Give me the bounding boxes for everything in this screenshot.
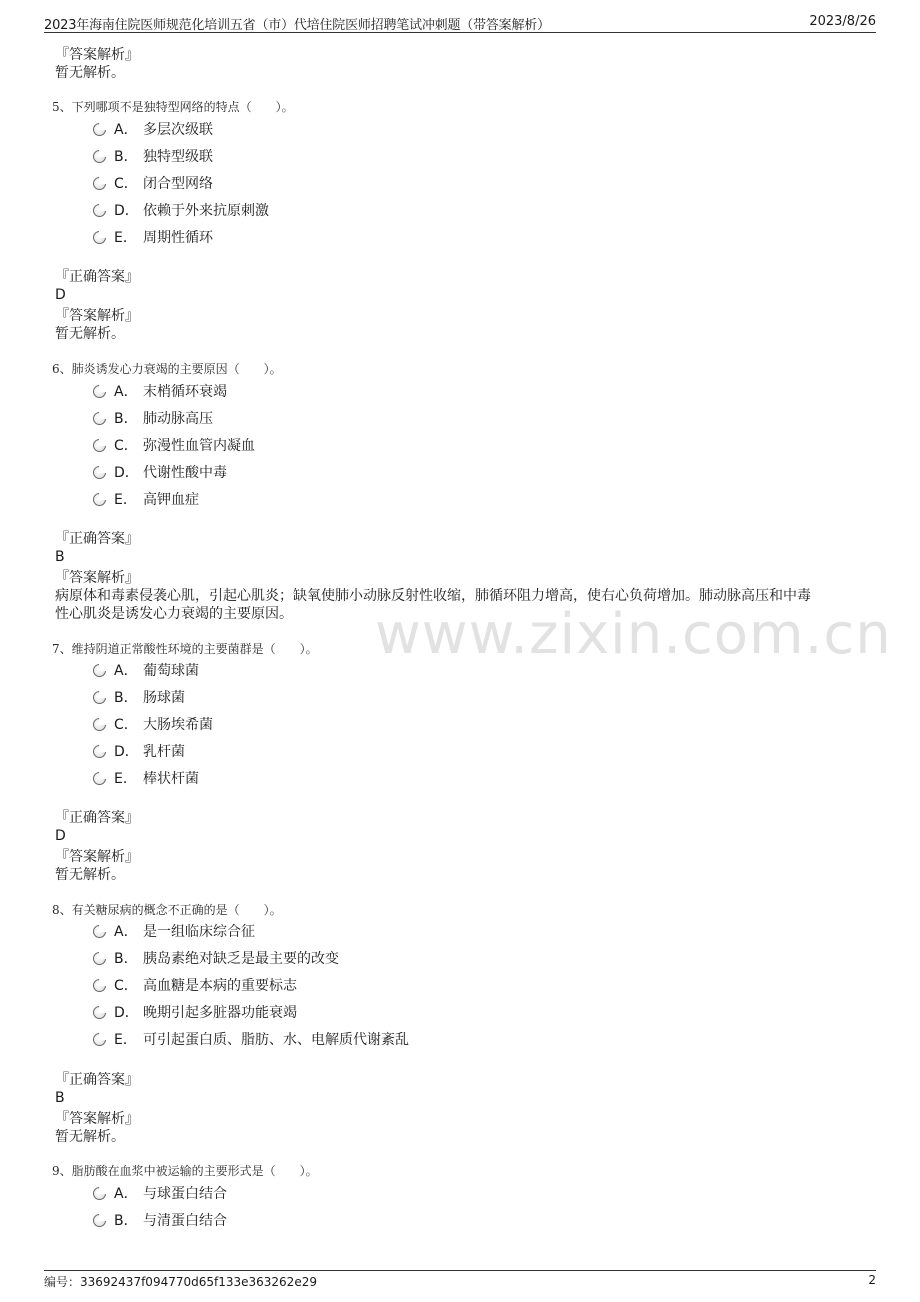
- analysis-label: 『答案解析』: [55, 47, 139, 63]
- option-letter: B．: [114, 1213, 138, 1229]
- option-text: 高血糖是本病的重要标志: [143, 978, 297, 994]
- radio-icon[interactable]: [93, 772, 106, 785]
- option-text: 依赖于外来抗原刺激: [143, 203, 269, 219]
- option-letter: E．: [114, 492, 137, 508]
- document-title: 2023年海南住院医师规范化培训五省（市）代培住院医师招聘笔试冲刺题（带答案解析）: [44, 18, 550, 33]
- option-letter: B．: [114, 951, 138, 967]
- page-header: [44, 12, 876, 33]
- question-stem-8: 8、有关糖尿病的概念不正确的是（ ）。: [52, 903, 282, 917]
- analysis-label: 『答案解析』: [55, 849, 139, 865]
- correct-answer: D: [55, 828, 66, 844]
- radio-icon[interactable]: [93, 466, 106, 479]
- option-text: 乳杆菌: [143, 744, 185, 760]
- option-letter: D．: [114, 744, 139, 760]
- radio-icon[interactable]: [93, 439, 106, 452]
- correct-answer: B: [55, 1090, 65, 1106]
- option-text: 与清蛋白结合: [143, 1213, 227, 1229]
- option-letter: A．: [114, 122, 138, 138]
- option-text: 肺动脉高压: [143, 411, 213, 427]
- radio-icon[interactable]: [93, 231, 106, 244]
- option-text: 独特型级联: [143, 149, 213, 165]
- option-text: 可引起蛋白质、脂肪、水、电解质代谢紊乱: [143, 1032, 409, 1048]
- analysis-block-q7: [55, 848, 139, 884]
- correct-answer: D: [55, 287, 66, 303]
- option-letter: A．: [114, 924, 138, 940]
- question-stem-9: 9、脂肪酸在血浆中被运输的主要形式是（ ）。: [52, 1164, 318, 1178]
- option-text: 末梢循环衰竭: [143, 384, 227, 400]
- question-stem-7: 7、维持阴道正常酸性环境的主要菌群是（ ）。: [52, 642, 318, 656]
- answer-label: 『正确答案』: [55, 531, 139, 547]
- watermark: www.zixin.com.cn: [375, 602, 892, 667]
- option-text: 晚期引起多脏器功能衰竭: [143, 1005, 297, 1021]
- option-letter: C．: [114, 978, 138, 994]
- analysis-block-q4: [55, 46, 139, 82]
- answer-label: 『正确答案』: [55, 1072, 139, 1088]
- question-stem-5: 5、下列哪项不是独特型网络的特点（ ）。: [52, 100, 294, 114]
- radio-icon[interactable]: [93, 1033, 106, 1046]
- radio-icon[interactable]: [93, 385, 106, 398]
- radio-icon[interactable]: [93, 123, 106, 136]
- page-footer: [44, 1270, 876, 1293]
- analysis-text: 暂无解析。: [55, 867, 125, 883]
- radio-icon[interactable]: [93, 150, 106, 163]
- radio-icon[interactable]: [93, 177, 106, 190]
- answer-label: 『正确答案』: [55, 810, 139, 826]
- radio-icon[interactable]: [93, 952, 106, 965]
- option-letter: D．: [114, 1005, 139, 1021]
- radio-icon[interactable]: [93, 1214, 106, 1227]
- option-letter: C．: [114, 438, 138, 454]
- option-letter: D．: [114, 203, 139, 219]
- option-text: 是一组临床综合征: [143, 924, 255, 940]
- option-letter: B．: [114, 690, 138, 706]
- option-text: 棒状杆菌: [143, 771, 199, 787]
- analysis-label: 『答案解析』: [55, 308, 139, 324]
- option-text: 大肠埃希菌: [143, 717, 213, 733]
- radio-icon[interactable]: [93, 691, 106, 704]
- option-letter: A．: [114, 384, 138, 400]
- option-text: 肠球菌: [143, 690, 185, 706]
- radio-icon[interactable]: [93, 412, 106, 425]
- option-letter: E．: [114, 230, 137, 246]
- option-letter: B．: [114, 149, 138, 165]
- radio-icon[interactable]: [93, 493, 106, 506]
- radio-icon[interactable]: [93, 204, 106, 217]
- option-text: 周期性循环: [143, 230, 213, 246]
- analysis-text-line-1: 病原体和毒素侵袭心肌，引起心肌炎；缺氧使肺小动脉反射性收缩，肺循环阻力增高，使右心负荷增加。肺动脉高压和中毒: [55, 588, 811, 604]
- option-letter: D．: [114, 465, 139, 481]
- answer-label: 『正确答案』: [55, 269, 139, 285]
- radio-icon[interactable]: [93, 1187, 106, 1200]
- analysis-text-line-2: 性心肌炎是诱发心力衰竭的主要原因。: [55, 606, 293, 622]
- analysis-text: 暂无解析。: [55, 1129, 125, 1145]
- analysis-text: 暂无解析。: [55, 65, 125, 81]
- option-letter: E．: [114, 771, 137, 787]
- option-letter: A．: [114, 1186, 138, 1202]
- radio-icon[interactable]: [93, 1006, 106, 1019]
- option-text: 胰岛素绝对缺乏是最主要的改变: [143, 951, 339, 967]
- analysis-label: 『答案解析』: [55, 570, 139, 586]
- analysis-block-q5: [55, 307, 139, 343]
- option-letter: A．: [114, 663, 138, 679]
- radio-icon[interactable]: [93, 664, 106, 677]
- analysis-block-q6: [55, 569, 860, 623]
- answer-block-q6: [55, 530, 139, 566]
- analysis-label: 『答案解析』: [55, 1111, 139, 1127]
- question-stem-6: 6、肺炎诱发心力衰竭的主要原因（ ）。: [52, 362, 282, 376]
- option-letter: E．: [114, 1032, 137, 1048]
- analysis-block-q8: [55, 1110, 139, 1146]
- radio-icon[interactable]: [93, 745, 106, 758]
- correct-answer: B: [55, 549, 65, 565]
- radio-icon[interactable]: [93, 979, 106, 992]
- option-text: 多层次级联: [143, 122, 213, 138]
- answer-block-q5: [55, 268, 139, 304]
- radio-icon[interactable]: [93, 718, 106, 731]
- answer-block-q8: [55, 1071, 139, 1107]
- option-text: 弥漫性血管内凝血: [143, 438, 255, 454]
- document-date: 2023/8/26: [809, 14, 876, 29]
- option-letter: C．: [114, 717, 138, 733]
- option-text: 高钾血症: [143, 492, 199, 508]
- answer-block-q7: [55, 809, 139, 845]
- option-text: 与球蛋白结合: [143, 1186, 227, 1202]
- option-letter: C．: [114, 176, 138, 192]
- option-text: 葡萄球菌: [143, 663, 199, 679]
- analysis-text: 暂无解析。: [55, 326, 125, 342]
- radio-icon[interactable]: [93, 925, 106, 938]
- option-text: 代谢性酸中毒: [143, 465, 227, 481]
- option-letter: B．: [114, 411, 138, 427]
- option-text: 闭合型网络: [143, 176, 213, 192]
- document-code: 编号：33692437f094770d65f133e363262e29: [44, 1275, 317, 1289]
- page-number: 2: [868, 1273, 876, 1287]
